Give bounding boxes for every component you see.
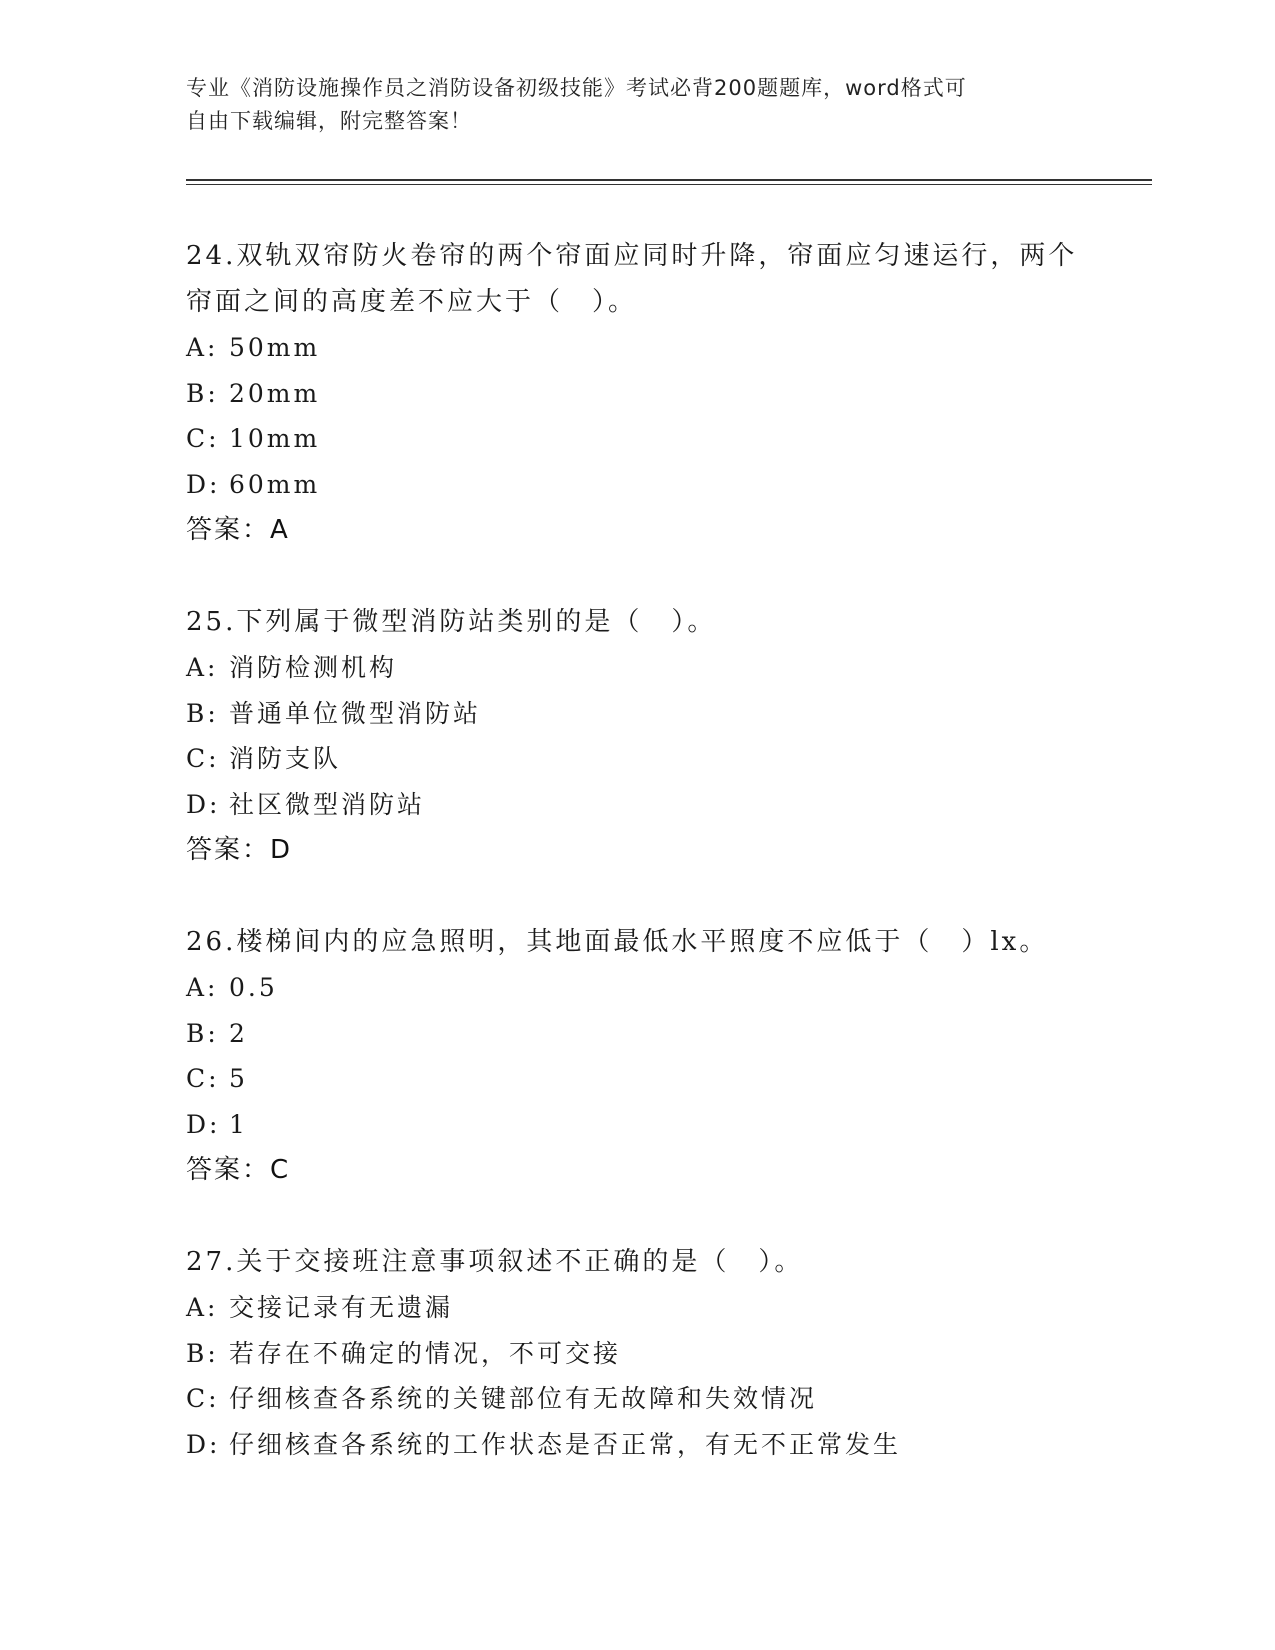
question-stem (186, 1239, 1086, 1285)
option-letter: B: (186, 1018, 219, 1048)
option-letter: B: (186, 1338, 219, 1368)
answer-line (186, 507, 1086, 553)
option-d (186, 462, 1086, 508)
question-stem (186, 599, 1086, 645)
question-list (186, 233, 1086, 1513)
answer-label: 答案： (186, 835, 271, 865)
option-c (186, 1056, 1086, 1102)
option-c (186, 1376, 1086, 1422)
question-27 (186, 1239, 1086, 1467)
question-stem (186, 233, 1086, 325)
option-letter: D: (186, 469, 221, 499)
question-stem-line: 帘面之间的高度差不应大于（ ）。 (186, 287, 638, 317)
option-text: 社区微型消防站 (229, 789, 426, 819)
option-letter: C: (186, 744, 220, 773)
header-line-1: 专业《消防设施操作员之消防设备初级技能》考试必背200题题库，word格式可 (186, 76, 967, 100)
question-stem-line: 26.楼梯间内的应急照明，其地面最低水平照度不应低于（ ）lx。 (186, 927, 1049, 957)
option-text: 50mm (229, 333, 321, 362)
question-stem-line: 24.双轨双帘防火卷帘的两个帘面应同时升降，帘面应匀速运行，两个 (186, 241, 1078, 271)
option-b (186, 1011, 1086, 1057)
option-letter: A: (186, 973, 219, 1002)
option-letter: B: (186, 378, 219, 408)
option-d (186, 1102, 1086, 1148)
option-letter: D: (186, 789, 221, 819)
option-b (186, 691, 1086, 737)
option-c (186, 416, 1086, 462)
option-letter: A: (186, 333, 219, 362)
option-text: 仔细核查各系统的关键部位有无故障和失效情况 (229, 1384, 818, 1413)
option-a (186, 965, 1086, 1011)
option-text: 60mm (229, 469, 321, 499)
option-text: 交接记录有无遗漏 (229, 1293, 454, 1322)
answer-line (186, 827, 1086, 873)
option-letter: C: (186, 1384, 220, 1413)
option-letter: C: (186, 1064, 220, 1093)
option-b (186, 371, 1086, 417)
option-text: 20mm (229, 378, 321, 408)
header-line-2: 自由下载编辑，附完整答案！ (186, 109, 472, 133)
question-26 (186, 919, 1086, 1193)
option-d (186, 1422, 1086, 1468)
option-text: 5 (229, 1064, 248, 1093)
answer-line (186, 1147, 1086, 1193)
header-rule-thick (186, 179, 1152, 181)
answer-label: 答案： (186, 515, 271, 545)
option-d (186, 782, 1086, 828)
question-24 (186, 233, 1086, 553)
option-c (186, 736, 1086, 782)
answer-label: 答案： (186, 1155, 271, 1185)
page-header (186, 72, 1066, 138)
question-stem-line: 25.下列属于微型消防站类别的是（ ）。 (186, 607, 717, 637)
option-letter: A: (186, 653, 219, 682)
option-a (186, 645, 1086, 691)
option-text: 若存在不确定的情况，不可交接 (229, 1338, 622, 1368)
question-25 (186, 599, 1086, 873)
option-a (186, 325, 1086, 371)
option-letter: B: (186, 698, 219, 728)
option-letter: A: (186, 1293, 219, 1322)
option-letter: D: (186, 1429, 221, 1459)
option-text: 普通单位微型消防站 (229, 698, 482, 728)
answer-value: C (270, 1155, 291, 1185)
option-text: 2 (229, 1018, 248, 1048)
question-stem-line: 27.关于交接班注意事项叙述不正确的是（ ）。 (186, 1247, 804, 1277)
option-a (186, 1285, 1086, 1331)
option-text: 0.5 (229, 973, 278, 1002)
option-letter: D: (186, 1109, 221, 1139)
option-text: 仔细核查各系统的工作状态是否正常，有无不正常发生 (229, 1429, 902, 1459)
option-text: 1 (229, 1109, 248, 1139)
option-text: 消防检测机构 (229, 653, 398, 682)
answer-value: D (270, 835, 293, 865)
option-b (186, 1331, 1086, 1377)
option-letter: C: (186, 424, 220, 453)
option-text: 消防支队 (229, 744, 342, 773)
option-text: 10mm (229, 424, 321, 453)
header-rule-thin (186, 184, 1152, 185)
answer-value: A (270, 515, 290, 545)
question-stem (186, 919, 1086, 965)
